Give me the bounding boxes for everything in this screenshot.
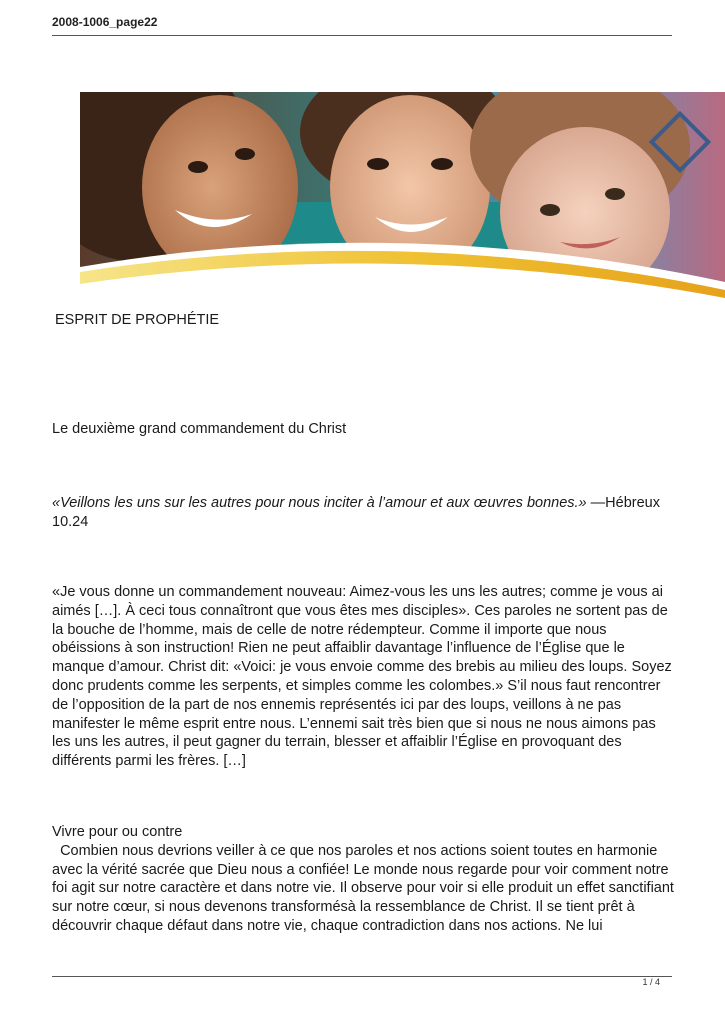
footer-divider [52,976,672,977]
bible-verse [52,494,677,532]
page-number: 1 / 4 [642,977,660,987]
verse-quote: «Veillons les uns sur les autres pour nous inciter à l’amour et aux œuvres bonnes.» [52,495,587,511]
page-header-title: 2008-1006_page22 [52,15,158,29]
paragraph-body [52,842,677,936]
verse-reference: —Hébreux 10.24 [52,495,660,530]
paragraph-body-text: Combien nous devrions veiller à ce que nos paroles et nos actions soient toutes en harmonie avec la vérité sacrée que Dieu nous a confiée! Le monde nous regarde pour voir comment notre foi agit sur notre caractère et dans notre vie. Il observe pour voir si elle produit un effet sanctifiant sur notre cœur, si nous devenons transformésà la ressemblance de Christ. Il se tient prêt à découvrir chaque défaut dans notre vie, chaque contradiction dans nos actions. Ne lui [52,842,674,934]
header-divider [52,35,672,36]
article-subtitle: Le deuxième grand commandement du Christ [52,421,347,437]
children-banner-image [80,92,725,304]
body-paragraph-2 [52,823,677,936]
paragraph-heading: Vivre pour ou contre [52,824,183,840]
body-paragraph-1: «Je vous donne un commandement nouveau: Aimez-vous les uns les autres; comme je vous ai aimés […]. À ceci tous connaîtront que vous êtes mes disciples». Ces paroles ne sortent pas de la bouche de l’homme, mais de celle de notre rédempteur. Comme il importe que nous obéissions à son instruction! Rien ne peut affaiblir davantage l’influence de l’Église que le manque d’amour. Christ dit: «Voici: je vous envoie comme des brebis au milieu des loups. Soyez donc prudents comme les serpents, et simples comme les colombes.» S’il nous faut rencontrer de l’opposition de la part de nos ennemis représentés ici par des loups, veillons à ne pas manifester le même esprit entre nous. L’ennemi sait très bien que si nous ne nous aimons pas les uns les autres, il peut gagner du terrain, blesser et affaiblir l’Église en provoquant des différents parmi les frères. […] [52,584,672,770]
section-label: ESPRIT DE PROPHÉTIE [55,312,220,328]
children-photo-illustration [80,92,725,304]
